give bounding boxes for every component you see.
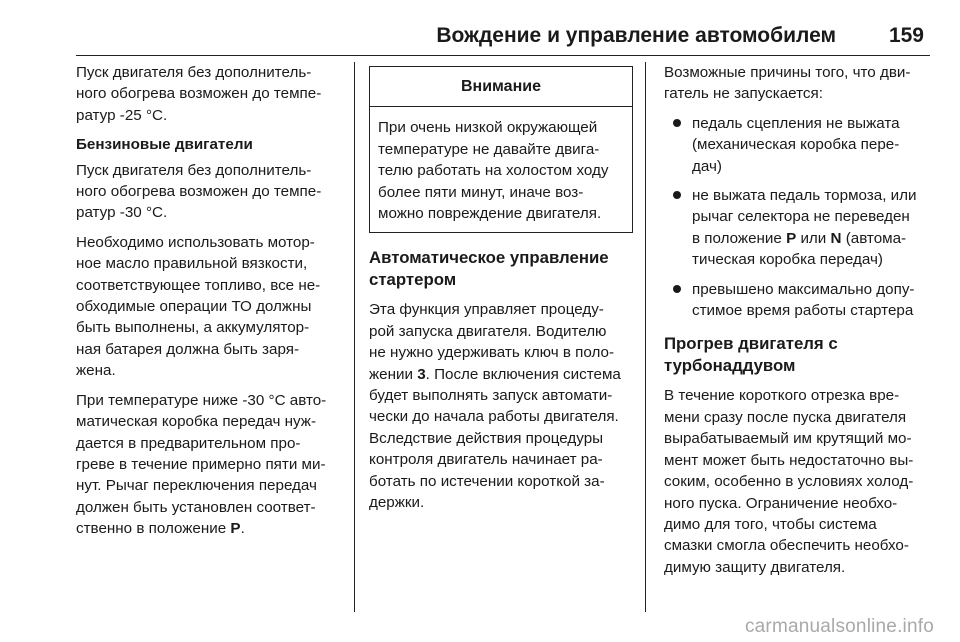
- text-line: тическая коробка передач): [692, 251, 883, 269]
- text-line: вырабатываемый им крутящий мо-: [664, 430, 912, 448]
- warning-box: [369, 66, 633, 233]
- text-line: димо для того, чтобы система: [664, 515, 877, 533]
- text-line: температуре не давайте двига-: [378, 140, 600, 158]
- heading-line: Автоматическое управление: [369, 248, 609, 268]
- text-line: не выжата педаль тормоза, или: [692, 187, 917, 205]
- warning-title: Внимание: [370, 67, 632, 107]
- text-line: мени сразу после пуска двигателя: [664, 408, 907, 426]
- text-line: чески до начала работы двигателя.: [369, 408, 619, 426]
- text-line: ного обогрева возможен до темпе-: [76, 183, 322, 201]
- text-line: ная батарея должна быть заря-: [76, 340, 300, 358]
- text-line: [76, 518, 346, 539]
- key-position-3: 3: [417, 365, 426, 383]
- watermark: carmanualsonline.info: [744, 616, 934, 637]
- text-line: ботать по истечении короткой за-: [369, 472, 605, 490]
- paragraph-turbo-warmup: [664, 385, 926, 578]
- text-line: [692, 228, 926, 249]
- text-fragment: . После включения система: [425, 365, 621, 383]
- text-line: Вследствие действия процедуры: [369, 429, 604, 447]
- text-line: Необходимо использовать мотор-: [76, 233, 315, 251]
- paragraph-automatic-gearbox-preheat: [76, 390, 346, 540]
- text-line: более пяти минут, иначе воз-: [378, 183, 584, 201]
- text-line: должен быть установлен соответ-: [76, 498, 316, 516]
- bullet-item-brake: [664, 185, 926, 271]
- text-fragment: или: [796, 229, 831, 247]
- text-fragment: ственно в положение: [76, 520, 231, 538]
- text-line: превышено максимально допу-: [692, 280, 915, 298]
- text-line: соким, особенно в условиях холод-: [664, 473, 914, 491]
- text-line: стимое время работы стартера: [692, 302, 914, 320]
- column-middle: [369, 62, 633, 522]
- paragraph-requirements: [76, 232, 346, 382]
- gear-position-n: N: [830, 229, 842, 247]
- bullet-icon: [673, 119, 681, 127]
- text-line: контроля двигатель начинает ра-: [369, 451, 603, 469]
- text-line: В течение короткого отрезка вре-: [664, 387, 900, 405]
- section-heading-turbo-warmup: [664, 333, 926, 377]
- text-line: педаль сцепления не выжата: [692, 114, 900, 132]
- text-line: можно повреждение двигателя.: [378, 205, 602, 223]
- text-line: дач): [692, 157, 722, 175]
- paragraph-auto-starter: [369, 299, 633, 513]
- text-line: греве в течение примерно пяти ми-: [76, 455, 326, 473]
- page-header: [0, 0, 960, 58]
- text-line: нут. Рычаг переключения передач: [76, 477, 317, 495]
- text-line: Пуск двигателя без дополнитель-: [76, 161, 312, 179]
- text-line: (механическая коробка пере-: [692, 136, 900, 154]
- gear-position-p: P: [786, 229, 797, 247]
- text-line: гатель не запускается:: [664, 85, 823, 103]
- text-line: Эта функция управляет процеду-: [369, 301, 604, 319]
- bullet-item-clutch: [664, 113, 926, 177]
- heading-line: Прогрев двигателя с: [664, 334, 838, 354]
- text-line: Пуск двигателя без дополнитель-: [76, 64, 312, 81]
- text-fragment: (автома-: [841, 229, 907, 247]
- heading-line: турбонаддувом: [664, 356, 796, 376]
- page-title: Вождение и управление автомобилем: [436, 24, 836, 47]
- bullet-icon: [673, 191, 681, 199]
- text-line: соответствующее топливо, все не-: [76, 276, 321, 294]
- text-line: мент может быть недостаточно вы-: [664, 451, 914, 469]
- gear-position-p: P: [230, 520, 241, 538]
- text-line: ратур -30 °C.: [76, 204, 168, 222]
- text-line: обходимые операции ТО должны: [76, 298, 312, 316]
- text-line: будет выполнять запуск автомати-: [369, 387, 613, 405]
- text-line: телю работать на холостом ходу: [378, 162, 609, 180]
- text-line: [369, 364, 633, 385]
- text-line: Возможные причины того, что дви-: [664, 64, 911, 81]
- text-line: димую защиту двигателя.: [664, 558, 846, 576]
- text-line: При очень низкой окружающей: [378, 119, 598, 137]
- warning-text: [370, 107, 632, 232]
- section-heading-auto-starter: [369, 247, 633, 291]
- text-line: быть выполнены, а аккумулятор-: [76, 319, 310, 337]
- text-line: матическая коробка передач нуж-: [76, 413, 317, 431]
- text-line: ное масло правильной вязкости,: [76, 255, 308, 273]
- text-line: рычаг селектора не переведен: [692, 208, 910, 226]
- column-divider-right: [645, 62, 646, 612]
- text-fragment: .: [240, 520, 245, 538]
- paragraph-cold-start-25: [76, 62, 346, 126]
- text-fragment: жении: [369, 365, 418, 383]
- text-line: ного пуска. Ограничение необхо-: [664, 494, 898, 512]
- column-right: [664, 62, 926, 586]
- text-line: жена.: [76, 362, 116, 380]
- paragraph-no-start-intro: [664, 62, 926, 105]
- column-left: [76, 62, 346, 548]
- text-line: При температуре ниже -30 °C авто-: [76, 391, 327, 409]
- text-fragment: в положение: [692, 229, 787, 247]
- column-divider-left: [354, 62, 355, 612]
- page-number: 159: [888, 24, 924, 47]
- text-line: рой запуска двигателя. Водителю: [369, 322, 607, 340]
- text-line: ного обогрева возможен до темпе-: [76, 85, 322, 103]
- text-line: ратур -25 °C.: [76, 106, 168, 124]
- text-line: дается в предварительном про-: [76, 434, 301, 452]
- heading-line: стартером: [369, 270, 457, 290]
- bullet-icon: [673, 285, 681, 293]
- header-divider: [76, 55, 930, 56]
- paragraph-cold-start-30: [76, 160, 346, 224]
- bullet-item-starter-time: [664, 279, 926, 322]
- text-line: смазки смогла обеспечить необхо-: [664, 537, 909, 555]
- text-line: держки.: [369, 494, 425, 512]
- subheading-petrol-engines: Бензиновые двигатели: [76, 136, 253, 154]
- text-line: не нужно удерживать ключ в поло-: [369, 344, 615, 362]
